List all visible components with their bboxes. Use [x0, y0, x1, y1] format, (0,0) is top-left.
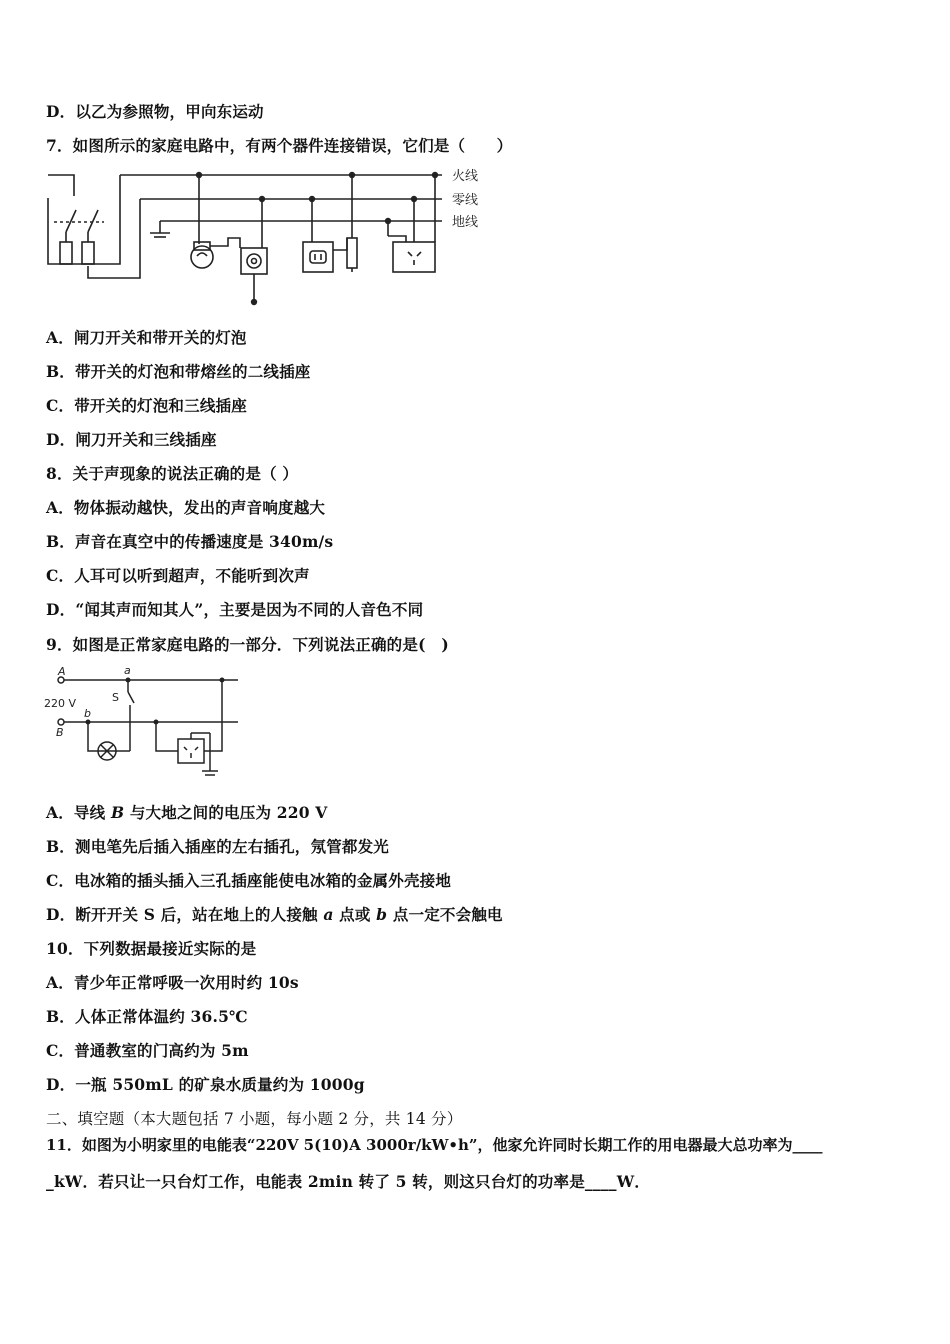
q7-option-b: B．带开关的灯泡和带熔丝的二线插座 [46, 362, 311, 381]
q8-option-a: A．物体振动越快，发出的声音响度越大 [46, 498, 326, 517]
q8-stem: 8．关于声现象的说法正确的是（ ） [46, 464, 299, 483]
q7-stem: 7．如图所示的家庭电路中，有两个器件连接错误，它们是（ ） [46, 136, 513, 155]
q9-label-A: A [58, 665, 66, 678]
q8-option-b: B．声音在真空中的传播速度是 340m/s [46, 532, 334, 551]
q9-voltage-label: 220 V [44, 697, 77, 710]
q9-label-a: a [124, 664, 131, 677]
q7-option-d: D．闸刀开关和三线插座 [46, 430, 217, 449]
q10-option-a: A．青少年正常呼吸一次用时约 10s [46, 973, 299, 992]
section2-title: 二、填空题（本大题包括 7 小题，每小题 2 分，共 14 分） [46, 1110, 463, 1128]
q11-line1: 11．如图为小明家里的电能表“220V 5(10)A 3000r/kW•h”，他家允许同时长期工作的用电器最大总功率为____ [46, 1136, 823, 1154]
q11-line2: _kW．若只让一只台灯工作，电能表 2min 转了 5 转，则这只台灯的功率是____W． [46, 1172, 651, 1191]
q7-neutral-label: 零线 [452, 193, 479, 208]
q9-label-S: S [112, 691, 119, 704]
q7-option-a: A．闸刀开关和带开关的灯泡 [46, 328, 247, 347]
q9-label-B: B [56, 726, 64, 739]
q6-option-d: D．以乙为参照物，甲向东运动 [46, 102, 264, 121]
q7-ground-label: 地线 [452, 215, 479, 230]
q9-option-a: A．导线 B 与大地之间的电压为 220 V [46, 803, 328, 822]
q9-option-c: C．电冰箱的插头插入三孔插座能使电冰箱的金属外壳接地 [46, 871, 452, 890]
q10-stem: 10．下列数据最接近实际的是 [46, 939, 257, 958]
q7-circuit-figure [44, 166, 494, 314]
q9-stem: 9．如图是正常家庭电路的一部分．下列说法正确的是( ) [46, 635, 449, 654]
q9-circuit-figure [40, 663, 250, 783]
q10-option-c: C．普通教室的门高约为 5m [46, 1041, 249, 1060]
q9-option-b: B．测电笔先后插入插座的左右插孔，氖管都发光 [46, 837, 390, 856]
q8-option-d: D．“闻其声而知其人”，主要是因为不同的人音色不同 [46, 600, 424, 619]
q8-option-c: C．人耳可以听到超声，不能听到次声 [46, 566, 310, 585]
q10-option-d: D．一瓶 550mL 的矿泉水质量约为 1000g [46, 1075, 365, 1094]
q7-option-c: C．带开关的灯泡和三线插座 [46, 396, 247, 415]
q7-live-label: 火线 [452, 169, 479, 184]
q9-label-b: b [84, 707, 91, 720]
q9-option-d: D．断开开关 S 后，站在地上的人接触 a 点或 b 点一定不会触电 [46, 905, 503, 924]
q10-option-b: B．人体正常体温约 36.5℃ [46, 1007, 248, 1026]
